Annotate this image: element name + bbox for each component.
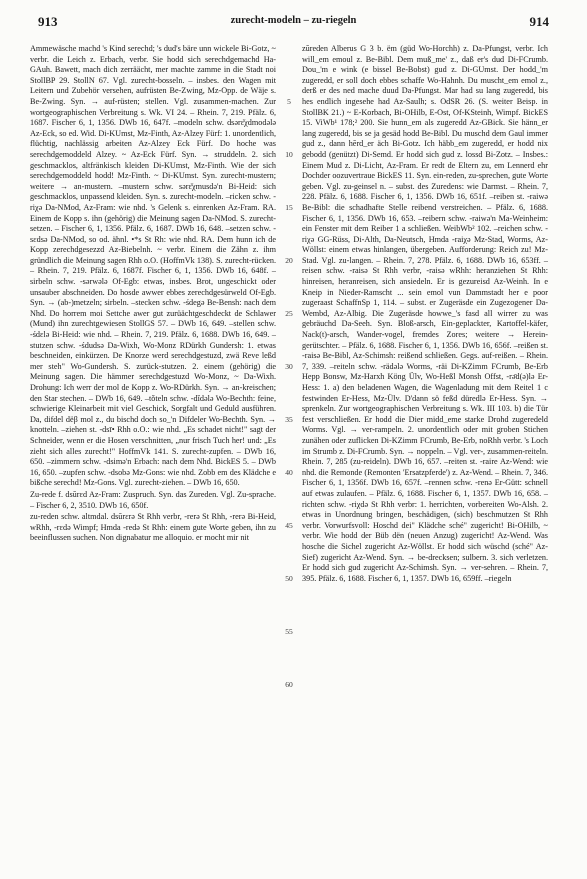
line-number: 55 [285,627,293,636]
line-number: 60 [285,680,293,689]
line-number: 15 [285,203,293,212]
line-number: 30 [285,362,293,371]
entry-paragraph: zu-reden schw. altmdal. dsūrɛrə St Rhh verbr, -rerə St Rhh, -rerə Bi-Heid, wRhh, -rɛdə Wimpf; Hmda -redə St Rhh: einem gute Worte geben, ihn zu beeinflussen suchen. Non dignabatur me alloquio. er mocht mir nit [30,512,276,543]
line-number: 20 [285,256,293,265]
entry-paragraph: Ammewäsche machd 's Kind serechd; 's dud's bäre unn wickele Bi-Gotz, ~ verbr. die Leich z. Erbach, verbr. Sie hodd sich serechdgemachd Ha-GAuh. Bawett, mach dich zerräächt, mer machte zamme in die Stadt noi StollBP 29. StollN 67. Vgl. zurecht-bosseln. – insbes. den Wagen mit Leitern und Zubehör versehen, aufrüsten Be-Zwing, Mz-Opp. de Wäje s. Be-Zwing. Syn. → auf-rüsten; stellen. Vgl. zusammen-machen. Zur wortgeographischen Verbreitung s. Wk. VI 24. – Rhein. 7, 219. Pfälz. 6, 1687. Fischer 6, 1, 1356. DWb 16, 647f. –modeln schw. dsərɛ̌χdmodələ Az-Eck, so ed. Wid. Di-KUmst, Mz-Finth, Az-Alzey Fürf: 1. unordentlich, flüchtig, nachlässig arbeiten Az-Alzey Eck Fürf. Do hoche was serechdgemoddeld Alzey. ~ Az-Eck Fürf. Syn. → struddeln. 2. sich geschmacklos, altfränkisch kleiden Di-KUmst, Mz-Finth. Wie der sich serechdgemoddeld hodd! Mz-Finth. ~ Di-KUmst. Syn. zurecht-mustern; weitere → an-mustern. –mustern schw. sərɛ̌χmusdə'n Bi-Heid: sich geschmacklos, unpassend kleiden. Syn. s. zurecht-modeln. –ricken schw. -riχə Da-NMod, Az-Fram: wie nhd. 's Gelenk s. einrenken Az-Fram. RA. Einem de Kopp s. ihn (gehörig) die Meinung sagen Da-NMod. S. zurecht-setzen. – Fischer 6, 1, 1356. Pfälz. 6, 1687. DWb 16, 648. –setzen schw. -sɛdsə Da-NMod, so od. ähnl. •*s St Rh: wie nhd. RA. Dem hunn ich de Kopp zerechdgesezzd Az-Biebelnh. ~ verbr. Einem die Zähn z. ihm gründlich die Meinung sagen Rhh o.O. (HoffmVk 138). S. zurecht-rücken. – Rhein. 7, 219. Pfälz. 6, 1687f. Fischer 6, 1, 1356. DWb 16, 648f. –sirbeln schw. -sərwələ Of-Egb: etwas, insbes. Brot, ungeschickt oder unsauber abschneiden. Do hosde awwer ebbes zerechdgesürweld Of-Egb. Syn. → (ab-)metzeln; sirbeln. –stecken schw. -śdegə Be-Bensh: nach dem Nhd. Do horrem moi Settche awer gut zurüächtgeschdeckt de Schlawer (Mund) ihn zurechtgewiesen StollGS 57. – DWb 16, 649. –stellen schw. -śdɛlə Bi-Heid: wie nhd. – Rhein. 7, 219. Pfälz. 6, 1688. DWb 16, 649. –stutzen schw. -śdudsə Da-Wixh, Wo-Monz RDürkh Gundersh: 1. etwas beschneiden, einkürzen. De Knorze werd serechdgestuzd, zwä Reve leßd mer steh" Wo-Gundersh. S. zurück-stutzen. 2. einem (gehörig) die Meinung sagen. Die hämmer serechdgestuzd Wo-Monz, ~ Da-Wixh. Drohung: Ich werr der mol de Kopp z. Wo-RDürkh. Syn. → an-kreischen; den Star stechen. – DWb 16, 649. –tǒteln schw. -dǐdələ Wo-Bechth: feine, schwierige Kleinarbeit mit viel Geschick, Sorgfalt und Geduld ausführen. Da, difdel dëβ mol z., du bischd doch so_'n Difdeler Wo-Bechth. Syn. → knotteln. –ziehen st. -dsī• Rhh o.O.: wie nhd. „Es schadet nicht!" sagt der Schneider, wenn er die Hosen verschnitten, „nur frisch Tuch her! und: „Es zieht sich alles zurecht!" HoffmVk 141. S. zurecht-zupfen. – DWb 16, 650. –zimmern schw. -dsimə'n Erbach: nach dem Nhd. BickES 5. – DWb 16, 650. –zupfen schw. -dsobə Mz-Gons: wie nhd. Zobb em des Klädche e bißche serechd! Mz-Gons. Vgl. zurecht-ziehen. – DWb 16, 650. [30,44,276,488]
line-number: 10 [285,150,293,159]
line-number: 45 [285,521,293,530]
line-number: 40 [285,468,293,477]
line-number: 35 [285,415,293,424]
line-number: 5 [287,97,291,106]
left-column [30,44,276,864]
right-page-number: 914 [529,14,549,29]
entry-paragraph: Zu-rede f. dsūrɛd Az-Fram: Zuspruch. Syn. das Zureden. Vgl. Zu-sprache. – Fischer 6, 2, 3510. DWb 16, 650f. [30,489,276,510]
right-column [302,44,548,864]
line-number: 25 [285,309,293,318]
line-numbers [282,44,296,864]
running-head: zurecht-modeln – zu-riegeln [230,15,357,26]
page-header [38,14,549,30]
line-number: 50 [285,574,293,583]
left-page-number: 913 [38,14,58,29]
entry-paragraph: zūreden Alberus G 3 b. ëm (güd Wo-Horchh) z. Da-Pfungst, verbr. Ich will_em emoul z. Be-Bibl. Dem muß_me' z., daß er's dud Di-FCrumb. Dou_'m e wink (e bissel Be-Bobst) gud z. Di-GUmst. Der hodd_'m zugeredd, er soll doch ebbes schaffe Wo-Hahnh. Du muscht_em emol z., derß er des ned mache duud Da-Pfungst. Mar had su lang zugeredd, bis hes endlich ingesehe had Az-Saulh; s. OdSR 26. (S. weiter Beisp. in StollBK 21.) ~ E-Korbach, Bi-OHilb, E-Ost, Of-KSteinh, Wimpf. BickES 15. ViWb¹ 178;² 200. Sie hunn_em als zugeredd Az-GBick. Sie hänn_er lang zugeredd, bis se ja gesäd hodd Be-Bibl. Du muschd dem Gaul immer gud z., dann hērd_er äch Bi-Gotz. Ich häbb_em zugeredd, er hodd nix gebodd (genützt) Di-Semd. Er hodd sich gud z. lossd Bi-Zotz. – Insbes.: Einem Mud z. Di-Licht, Az-Fram. Er redt de Eltern zu, em Lennerd ehr Dochder oozuvertraue BickES 11. Syn. ein-reden, zu-sprechen, gute Worte geben. Vgl. zu-geinsel n. – subst. des Zuredens: wie Darmst. – Rhein. 7, 228. Pfälz. 6, 1688. Fischer 6, 1, 1356. DWb 16, 651f. –reiben st. -raiwə Be-Bibl: die schadhafte Stelle reibend verstreichen. – Pfälz. 6, 1688. Fischer 6, 1, 1356. DWb 16, 653. –reibern schw. -raiwə'n Ma-Weinheim: ein Fenster mit dem Reiber 1 a schließen. WeibWb² 102. –reichen schw. -riχə GG-Rüss, Di-Alth, Da-Neutsch, Hmda -raiχə Mz-Stad, Worms, Az-Wöllst: einem etwas hinlangen, übergeben. Aufforderung: Reich zu! Mz-Stad. Vgl. zu-langen. – Rhein. 7, 278. Pfälz. 6, 1688. DWb 16, 653ff. –reisen schw. -raisə St Rhh verbr, -raisə wRhh: heranziehen St Rhh: hinreisen, heranreisen, sich ansiedeln. Er is gezureisd Az-Weinh. In e Kneip in Nieder-Ramscht ... sein emol vun Dammstadt her e poor zugeraast SchaffnSp 1, 114. – subst. er Zugeräsde ein Zugezogener Da-Wembd, Az-Albig. Die Zugeräsde howwe_'s fasd all wirrer zu was gebräuchd Da-Seeh. Syn. Bloß-arsch, Ein-geplackter, Kartoffel-käfer, Nack(t)-arsch, Wander-vogel, fremdes Zores; weitere → Herein-gerütschter. – Pfälz. 6, 1688. Fischer 6, 1, 1356. DWb 16, 656f. –reißen st. -raisə Be-Bibl, Az-Schimsh: reißend schließen. Gegs. auf-reißen. – Rhein. 7, 339. –reiteln schw. -rädələ Worms, -räi Di-KZimm FCrumb, Be-Erb Hepp Bonsw, Mz-Harxh Köng Ülv, Wo-Heßl Monsh Offst, -rə̄d(ə)lə Er-Hess: 1. a) den beladenen Wagen, die Wagenladung mit dem Reitel 1 c festwinden Er-Hess, Mz-Ülv. D'dann sö feßd düredlə Er-Hess. Syn. → sprenkeln. Zur wortgeographischen Verbreitung s. Wk. III 103. b) die Tür fest verschließen. Er hodd die Dier midd_eme starke Drohd zugeredeld Worms. Vgl. → ver-rampeln. 2. unordentlich oder mit groben Stichen zunähen oder zuflicken Di-KZimm FCrumb, Be-Erb, noRhh verbr. 's Loch im Strumb z. Di-FCrumb. Syn. → noppeln. – Vgl. ver-, zusammen-reiteln. Rhein. 7, 285 (zu-reideln). DWb 16, 657. –reiten st. -raire Az-Wend: wie nhd. die Remonde (Remonten 'Ersatzpferde') z. Az-Wend. – Rhein. 7, 346. Fischer 6, 1, 1356f. DWb 16, 657f. –rennen schw. -renə Er-Gütt: schnell auf etwas zulaufen. – Pfälz. 6, 1688. Fischer 6, 1, 1357. DWb 16, 658. –richten schw. -riχdə St Rhh verbr: 1. herrichten, vorbereiten Wo-Alsh. 2. etwas in Unordnung bringen, beschädigen, (sich) beschmutzen St Rhh verbr. Vorwurfsvoll: Hoschd dei" Klädche sché" zugericht! Bi-OHilb, ~ verbr. Wie hodd der Büb dën (neuen Anzug) zugericht! Az-Wend. Was hosche die Sichel zugericht Az-Wöllst. Er hodd sich wüschd (sché" Az-Sief) zugericht Az-Wend. Syn. → be-drecksen; sulbern. 3. sich verletzen. Er hodd sich gud zugericht Az-Schimsh. Syn. → ver-sehren. – Rhein. 7, 395. Pfälz. 6, 1688. Fischer 6, 1, 1357. DWb 16, 659ff. –riegeln [302,44,548,583]
